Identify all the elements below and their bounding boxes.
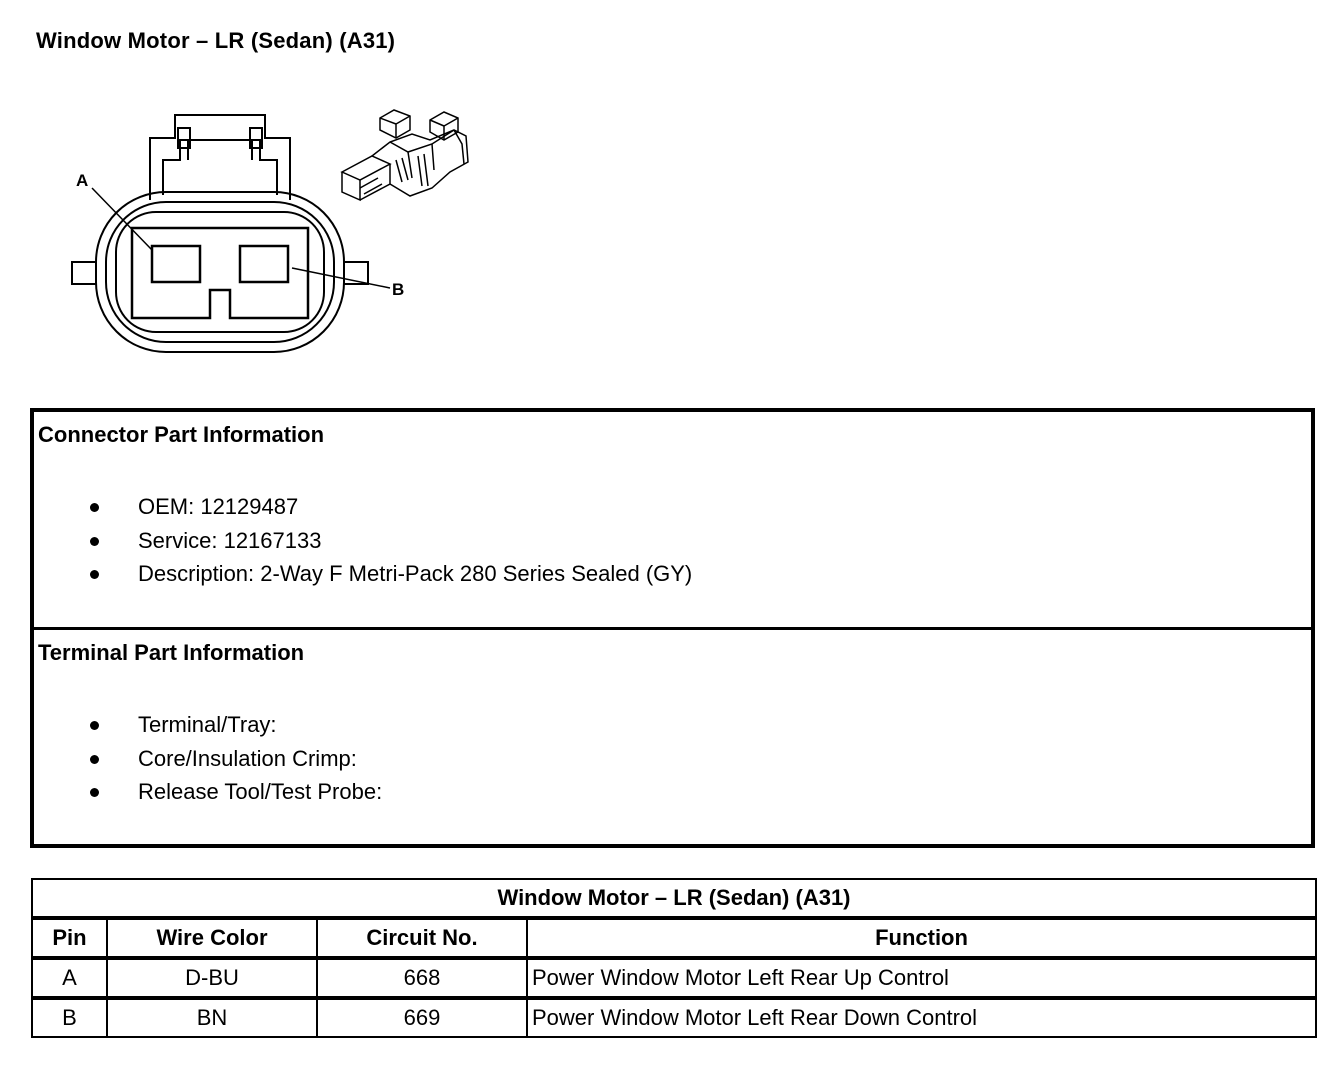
wire-color-cell: D-BU [107, 958, 317, 998]
column-header-pin: Pin [32, 918, 107, 958]
column-header-function: Function [527, 918, 1316, 958]
connector-description: Description: 2-Way F Metri-Pack 280 Series Sealed (GY) [138, 561, 693, 586]
column-header-circuit: Circuit No. [317, 918, 527, 958]
release-tool: Release Tool/Test Probe: [138, 779, 383, 804]
connector-latch [150, 115, 290, 200]
bullet-icon [90, 537, 99, 546]
service-number: Service: 12167133 [138, 527, 322, 553]
terminal-b [240, 246, 288, 282]
table-caption-row [32, 879, 1316, 918]
oem-number: OEM: 12129487 [138, 494, 299, 519]
table-row [32, 958, 1316, 998]
wire-color-cell: BN [107, 998, 317, 1037]
label-b: B [392, 280, 405, 299]
connector-diagram [60, 100, 480, 370]
bullet-icon [90, 503, 99, 512]
bullet-icon [90, 755, 99, 764]
terminal-part-section [34, 630, 1311, 842]
circuit-cell: 669 [317, 998, 527, 1037]
connector-cavity [132, 228, 308, 318]
column-header-wire-color: Wire Color [107, 918, 317, 958]
table-header-row [32, 918, 1316, 958]
function-cell: Power Window Motor Left Rear Down Control [527, 998, 1316, 1037]
table-row [32, 998, 1316, 1037]
circuit-cell: 668 [317, 958, 527, 998]
label-a: A [76, 171, 89, 190]
connector-part-heading: Connector Part Information [38, 422, 325, 447]
part-info-box [30, 408, 1315, 848]
table-caption: Window Motor – LR (Sedan) (A31) [32, 879, 1316, 918]
connector-part-section [34, 412, 1311, 630]
connector-body-inner [106, 202, 334, 342]
pin-cell: B [32, 998, 107, 1037]
bullet-icon [90, 788, 99, 797]
bullet-icon [90, 721, 99, 730]
pin-cell: A [32, 958, 107, 998]
page-title: Window Motor – LR (Sedan) (A31) [36, 28, 396, 53]
connector-3d-view [342, 110, 468, 200]
left-tab [72, 262, 96, 284]
bullet-icon [90, 570, 99, 579]
terminal-tray: Terminal/Tray: [138, 712, 277, 737]
pin-table [31, 878, 1317, 1038]
core-insulation-crimp: Core/Insulation Crimp: [138, 745, 357, 771]
terminal-a [152, 246, 200, 282]
terminal-part-heading: Terminal Part Information [38, 640, 305, 665]
function-cell: Power Window Motor Left Rear Up Control [527, 958, 1316, 998]
